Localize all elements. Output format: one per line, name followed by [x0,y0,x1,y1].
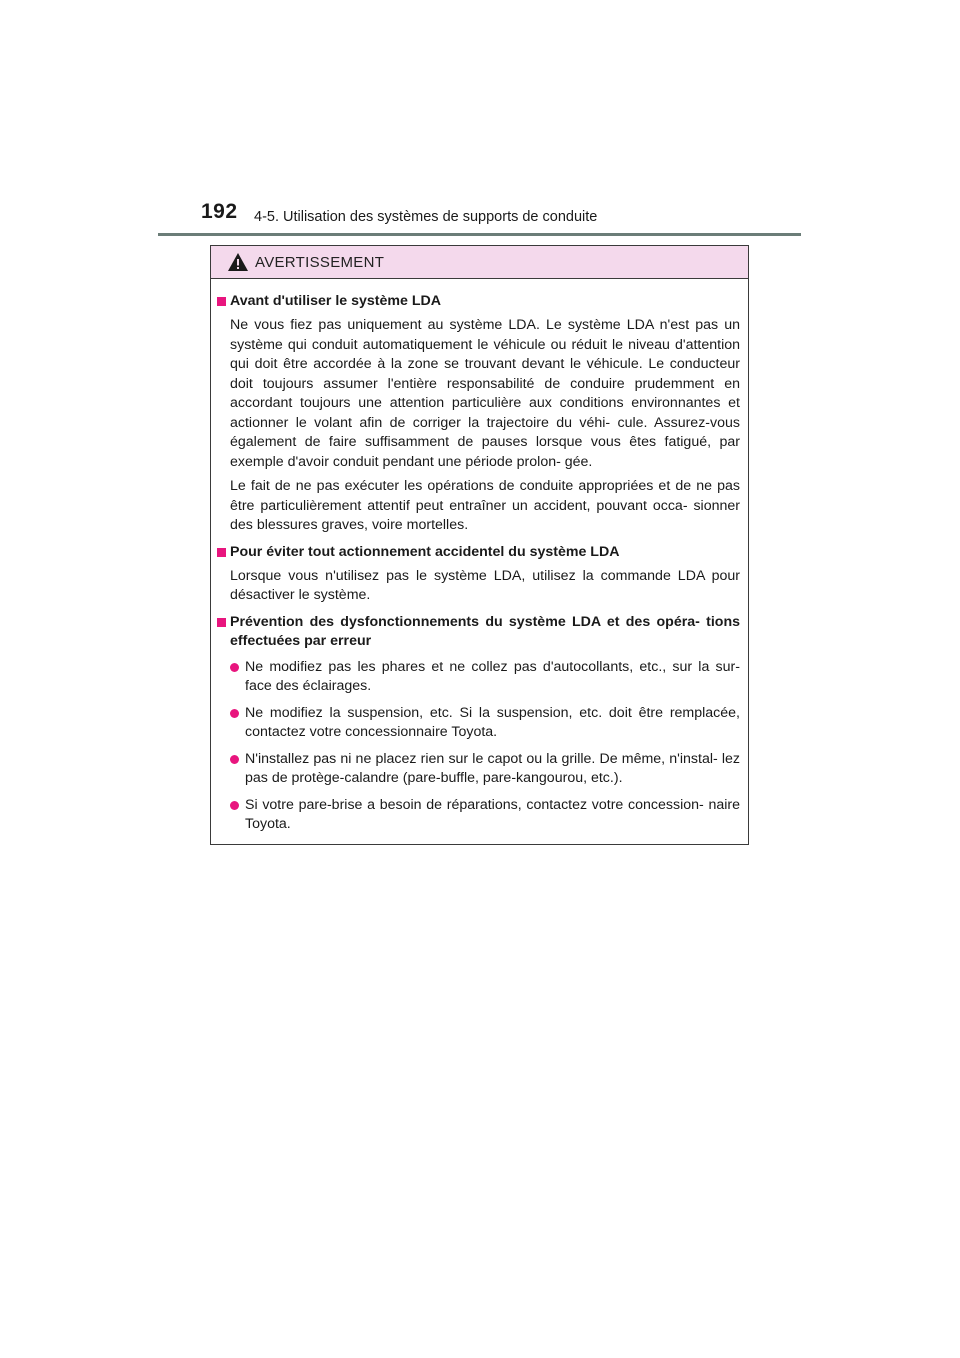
paragraph: Lorsque vous n'utilisez pas le système LDA, utilisez la commande LDA pour désactiver le système. [230,567,740,603]
section-prevention [217,613,740,835]
square-bullet-icon [217,618,230,627]
warning-title: AVERTISSEMENT [255,253,385,271]
list-item [230,750,740,789]
square-bullet-icon [217,548,230,557]
circle-bullet-icon [230,796,245,835]
paragraph: Le fait de ne pas exécuter les opérations de conduite appropriées et de ne pas être particulièrement attentif peut entraîner un accident, pouvant occa- sionner des blessures graves, voire mortelles. [230,478,740,533]
list-item-text: Ne modifiez la suspension, etc. Si la suspension, etc. doit être remplacée, contactez votre concessionnaire Toyota. [245,704,740,740]
header-divider [158,233,801,236]
section-eviter-actionnement [217,543,740,606]
list-item [230,704,740,743]
list-item-text: Ne modifiez pas les phares et ne collez pas d'autocollants, etc., sur la sur- face des éclairages. [245,658,740,694]
circle-bullet-icon [230,704,245,743]
section-heading: Pour éviter tout actionnement accidentel du système LDA [230,543,620,560]
page-number: 192 [201,200,238,223]
list-item [230,658,740,697]
circle-bullet-icon [230,658,245,697]
section-avant-utiliser [217,292,740,536]
list-item-text: N'installez pas ni ne placez rien sur le capot ou la grille. De même, n'instal- lez pas de protège-calandre (pare-buffle, pare-kangourou, etc.). [245,750,740,786]
page-header [0,0,960,240]
warning-header [211,246,748,279]
warning-box [210,245,749,845]
section-heading: Prévention des dysfonctionnements du système LDA et des opéra- tions effectuées par erreur [230,613,740,649]
paragraph: Ne vous fiez pas uniquement au système LDA. Le système LDA n'est pas un système qui conduit automatiquement le véhicule ou réduit le niveau d'attention qui doit être accordée à la zone se trouvant devant le véhicule. Le conducteur doit toujours assumer l'entière responsabilité de conduire prudemment en accordant toujours une attention particulière aux conditions environnantes et actionner le volant afin de corriger la trajectoire du véhi- cule. Assurez-vous également de faire suffisamment de pauses lorsque vous êtes fatigué, par exemple d'avoir conduit pendant une période prolon- gée. [230,317,740,470]
circle-bullet-icon [230,750,245,789]
section-title: 4-5. Utilisation des systèmes de supports de conduite [254,209,598,225]
square-bullet-icon [217,297,230,306]
warning-body [211,279,748,835]
list-item [230,796,740,835]
section-heading: Avant d'utiliser le système LDA [230,293,441,309]
list-item-text: Si votre pare-brise a besoin de réparations, contactez votre concession- naire Toyota. [245,796,740,832]
warning-triangle-icon [227,252,249,272]
